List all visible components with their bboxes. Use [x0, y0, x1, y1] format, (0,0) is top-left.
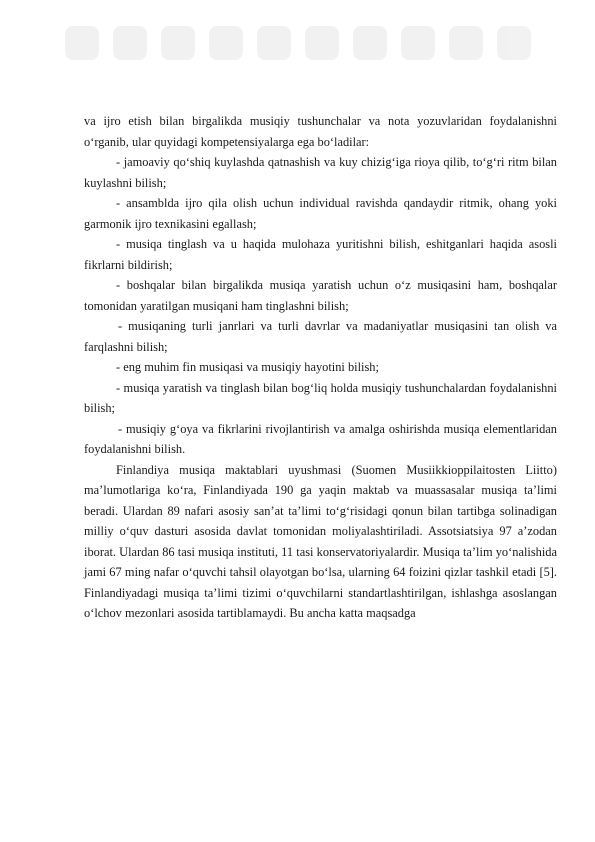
- watermark-mark: [353, 26, 387, 60]
- watermark-mark: [161, 26, 195, 60]
- watermark-mark: [449, 26, 483, 60]
- watermark-mark: [65, 26, 99, 60]
- watermark-mark: [113, 26, 147, 60]
- list-item: - musiqa tinglash va u haqida mulohaza yuritishni bilish, eshitganlari haqida asosli fikrlarni bildirish;: [84, 237, 557, 272]
- list-item: - boshqalar bilan birgalikda musiqa yaratish uchun o‘z musiqasini ham, boshqalar tomonidan yaratilgan musiqani ham tinglashni bilish;: [84, 278, 557, 313]
- paragraph-body: Finlandiya musiqa maktablari uyushmasi (Suomen Musiikkioppilaitosten Liitto) ma’lumotlariga ko‘ra, Finlandiyada 190 ga yaqin maktab va muassasalar musiqa ta’limi beradi. Ulardan 89 nafari asosiy san’at ta’limi to‘g‘risidagi qonun bilan tartibga solinadigan milliy o‘quv dasturi asosida davlat tomonidan moliyalashtiriladi. Assotsiatsiya 97 a’zodan iborat. Ulardan 86 tasi musiqa instituti, 11 tasi konservatoriyalardir. Musiqa ta’lim yo‘nalishida jami 67 ming nafar o‘quvchi tahsil olayotgan bo‘lsa, ularning 64 foizini qizlar tashkil etadi [5]. Finlandiyadagi musiqa ta’limi tizimi o‘quvchilarni standartlashtirilgan, ishlashga asoslangan o‘lchov mezonlari asosida tartiblamaydi. Bu ancha katta maqsadga: [84, 462, 557, 620]
- document-body: [84, 111, 557, 624]
- list-item: - musiqaning turli janrlari va turli davrlar va madaniyatlar musiqasini tan olish va farqlashni bilish;: [84, 319, 557, 354]
- list-item: - eng muhim fin musiqasi va musiqiy hayotini bilish;: [116, 360, 379, 374]
- list-item: - musiqiy g‘oya va fikrlarini rivojlantirish va amalga oshirishda musiqa elementlaridan foydalanishni bilish.: [84, 421, 557, 456]
- list-item: - musiqa yaratish va tinglash bilan bog‘liq holda musiqiy tushunchalardan foydalanishni bilish;: [84, 380, 557, 415]
- watermark-mark: [497, 26, 531, 60]
- list-item: - ansamblda ijro qila olish uchun individual ravishda qandaydir ritmik, ohang yoki garmonik ijro texnikasini egallash;: [84, 196, 557, 231]
- paragraph-intro: va ijro etish bilan birgalikda musiqiy tushunchalar va nota yozuvlaridan foydalanishni o‘rganib, ular quyidagi kompetensiyalarga ega bo‘ladilar:: [84, 114, 557, 149]
- watermark: [0, 8, 595, 78]
- watermark-mark: [305, 26, 339, 60]
- watermark-mark: [401, 26, 435, 60]
- watermark-mark: [257, 26, 291, 60]
- list-item: - jamoaviy qo‘shiq kuylashda qatnashish va kuy chizig‘iga rioya qilib, to‘g‘ri ritm bilan kuylashni bilish;: [84, 155, 557, 190]
- watermark-mark: [209, 26, 243, 60]
